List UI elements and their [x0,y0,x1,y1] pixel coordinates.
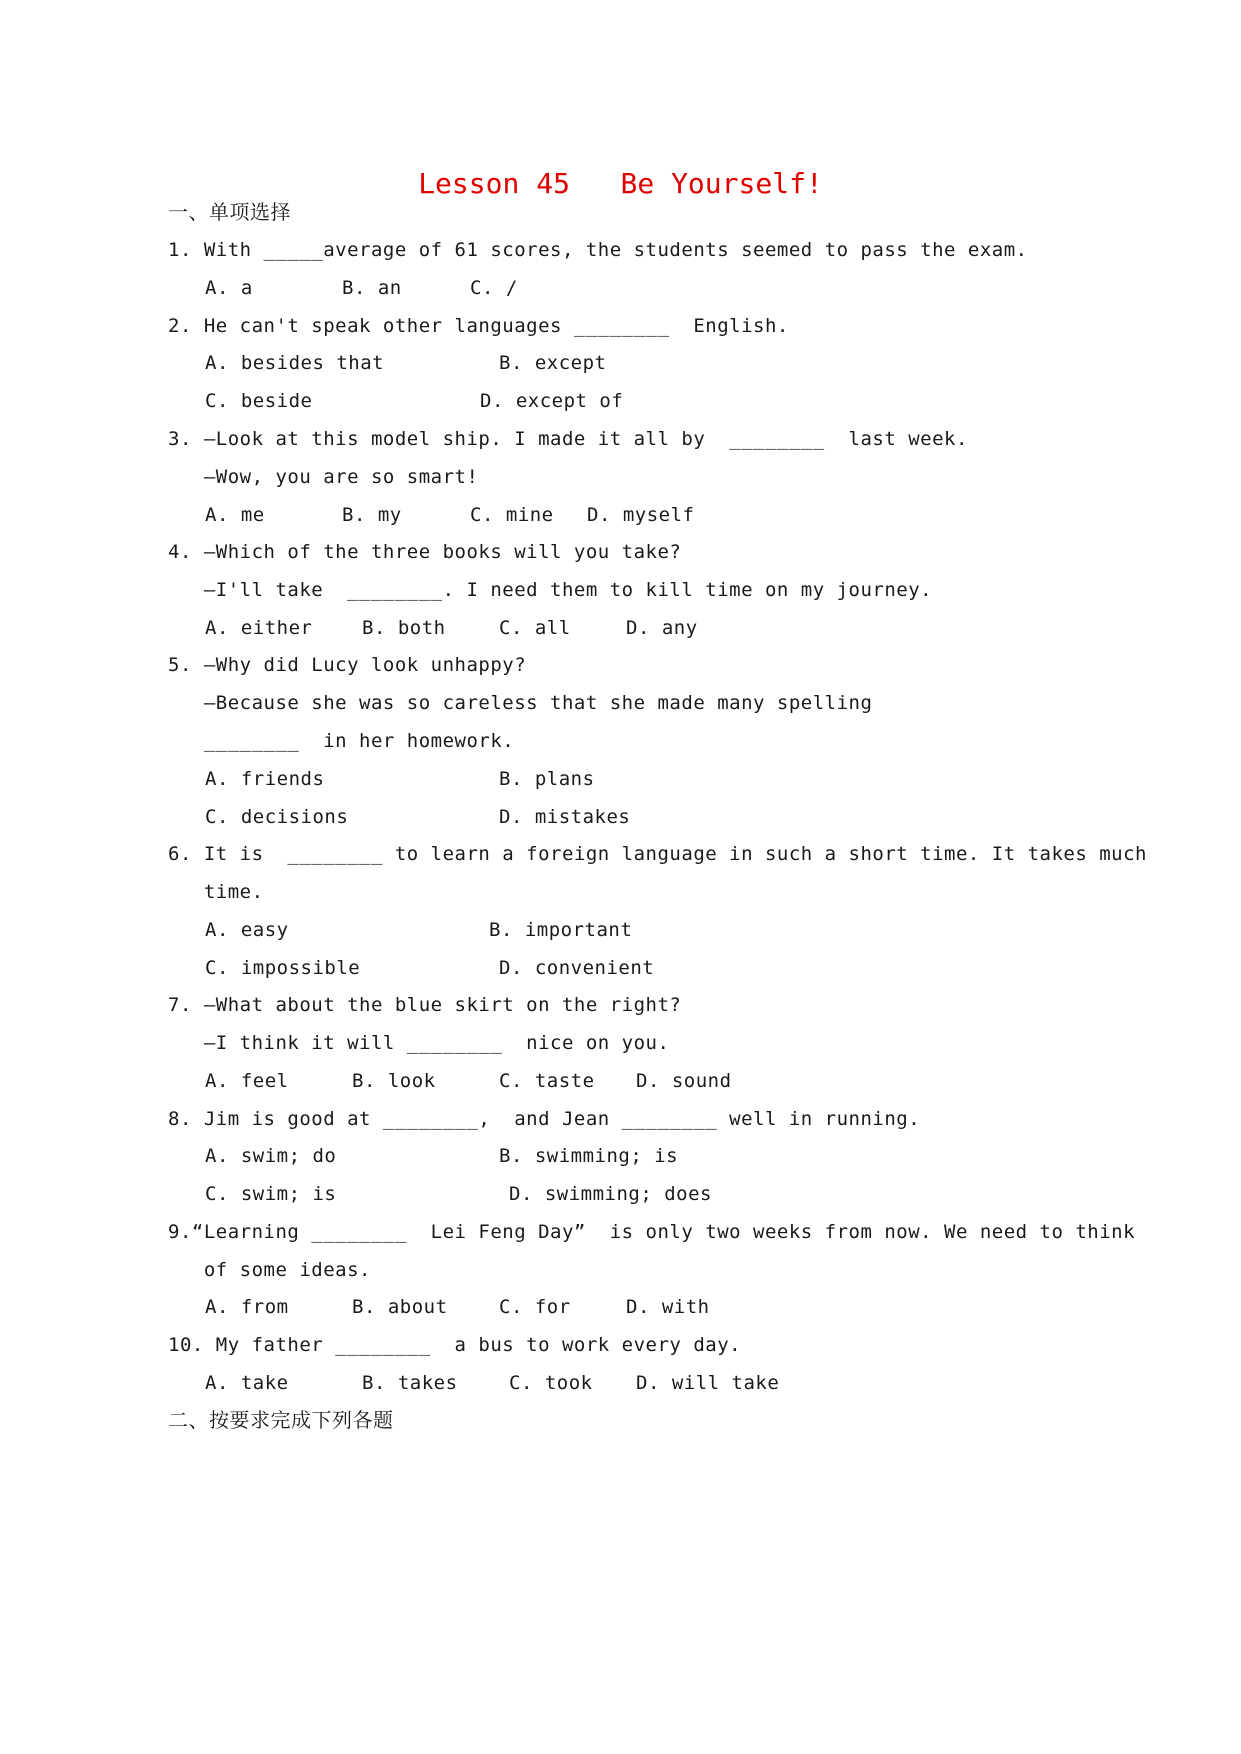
q2-option-a: A. besides that [205,352,385,374]
q4-option-a: A. either [205,617,313,639]
question-3-text-line-2: —Wow, you are so smart! [168,466,479,488]
question-9-text: 9.“Learning ________ Lei Feng Day” is only two weeks from now. We need to think [168,1221,1136,1243]
question-8-text: 8. Jim is good at ________, and Jean ________ well in running. [168,1108,921,1130]
q8-option-b: B. swimming; is [499,1145,679,1167]
q3-option-a: A. me [205,504,265,526]
q1-option-c: C. / [470,277,518,299]
q9-option-a: A. from [205,1296,289,1318]
q6-option-a: A. easy [205,919,289,941]
q10-option-d: D. will take [636,1372,780,1394]
q3-option-c: C. mine [470,504,554,526]
question-10-text: 10. My father ________ a bus to work every day. [168,1334,742,1356]
q4-option-b: B. both [362,617,446,639]
q6-option-b: B. important [489,919,633,941]
q2-option-d: D. except of [480,390,624,412]
q6-option-c: C. impossible [205,957,361,979]
q8-option-a: A. swim; do [205,1145,337,1167]
q2-option-b: B. except [499,352,607,374]
section-heading-tasks: 二、按要求完成下列各题 [168,1408,394,1432]
question-7-text: 7. —What about the blue skirt on the right? [168,994,682,1016]
question-5-text: 5. —Why did Lucy look unhappy? [168,654,527,676]
q4-option-d: D. any [626,617,698,639]
q9-option-b: B. about [352,1296,448,1318]
q1-option-b: B. an [342,277,402,299]
question-6-text: 6. It is ________ to learn a foreign language in such a short time. It takes much [168,843,1147,865]
q8-option-d: D. swimming; does [509,1183,712,1205]
q9-option-d: D. with [626,1296,710,1318]
question-2-text: 2. He can't speak other languages ________ English. [168,315,789,337]
q10-option-c: C. took [509,1372,593,1394]
question-4-text-line-2: —I'll take ________. I need them to kill time on my journey. [168,579,933,601]
q1-option-a: A. a [205,277,253,299]
q3-option-b: B. my [342,504,402,526]
q7-option-b: B. look [352,1070,436,1092]
question-3-text: 3. —Look at this model ship. I made it all by ________ last week. [168,428,968,450]
q3-option-d: D. myself [587,504,695,526]
q5-option-d: D. mistakes [499,806,631,828]
page-title: Lesson 45 Be Yourself! [418,167,823,200]
question-1-text: 1. With _____average of 61 scores, the students seemed to pass the exam. [168,239,1028,261]
q6-option-d: D. convenient [499,957,655,979]
q9-option-c: C. for [499,1296,571,1318]
question-9-text-line-2: of some ideas. [168,1259,371,1281]
q7-option-d: D. sound [636,1070,732,1092]
q5-option-c: C. decisions [205,806,349,828]
q10-option-b: B. takes [362,1372,458,1394]
section-heading-multiple-choice: 一、单项选择 [168,200,291,224]
question-5-text-line-2: —Because she was so careless that she made many spelling [168,692,873,714]
q8-option-c: C. swim; is [205,1183,337,1205]
q7-option-c: C. taste [499,1070,595,1092]
q2-option-c: C. beside [205,390,313,412]
q4-option-c: C. all [499,617,571,639]
q5-option-b: B. plans [499,768,595,790]
q5-option-a: A. friends [205,768,325,790]
q10-option-a: A. take [205,1372,289,1394]
q7-option-a: A. feel [205,1070,289,1092]
question-5-text-line-3: ________ in her homework. [168,730,515,752]
question-4-text: 4. —Which of the three books will you take? [168,541,682,563]
question-7-text-line-2: —I think it will ________ nice on you. [168,1032,670,1054]
question-6-text-line-2: time. [168,881,264,903]
